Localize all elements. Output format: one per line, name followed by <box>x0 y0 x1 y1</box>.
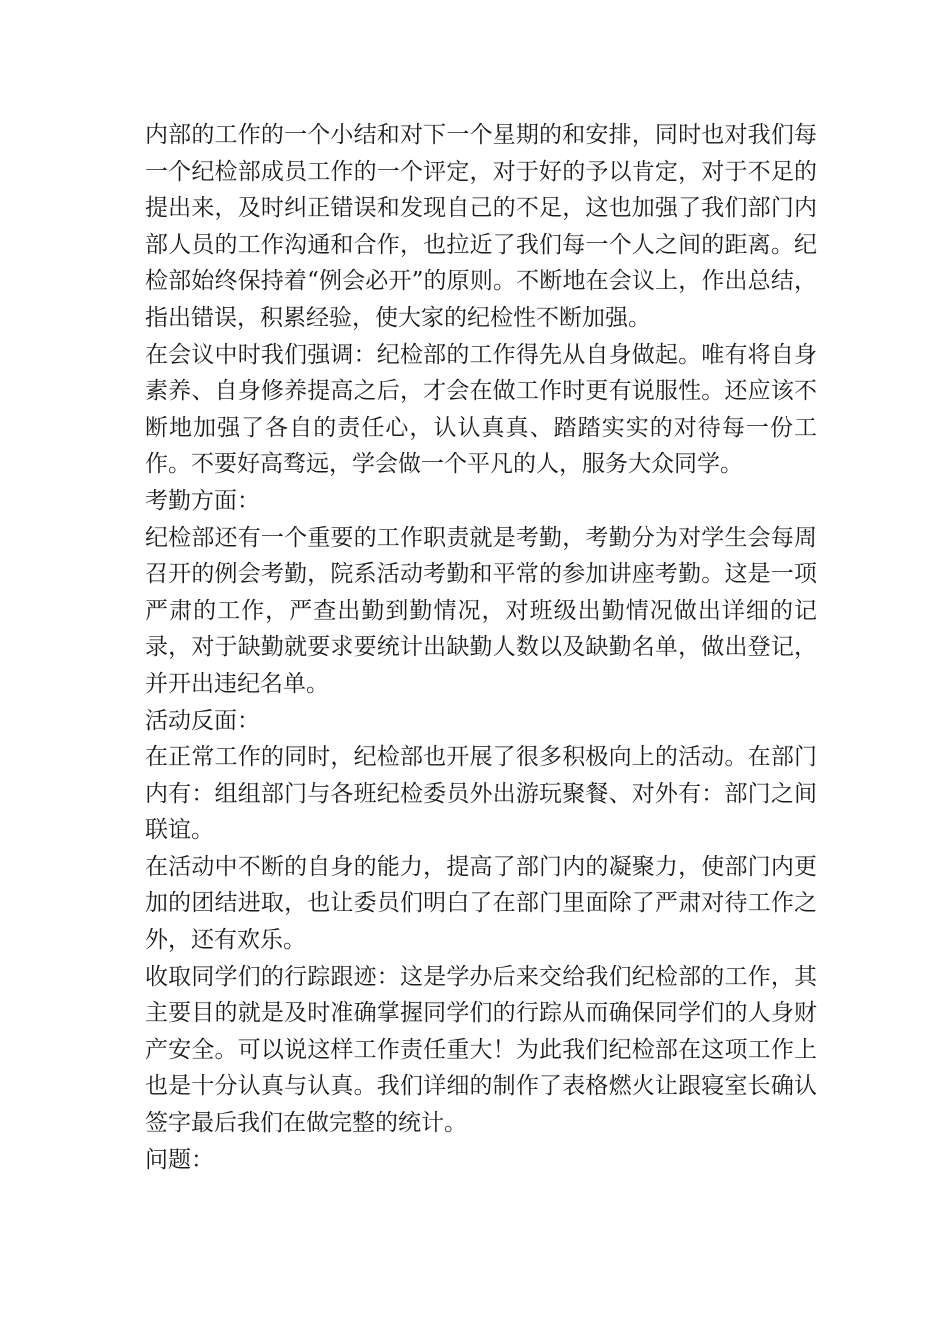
paragraph-attendance: 纪检部还有一个重要的工作职责就是考勤，考勤分为对学生会每周召开的例会考勤，院系活动考勤和平常的参加讲座考勤。这是一项严肃的工作，严查出勤到勤情况，对班级出勤情况做出详细的记录，对于缺勤就要求要统计出缺勤人数以及缺勤名单，做出登记，并开出违纪名单。 <box>145 524 817 697</box>
heading-problems: 问题： <box>145 1146 214 1173</box>
heading-activities: 活动反面： <box>145 707 260 734</box>
paragraph-meeting-emphasis: 在会议中时我们强调：纪检部的工作得先从自身做起。唯有将自身素养、自身修养提高之后，才会在做工作时更有说服性。还应该不断地加强了各自的责任心，认认真真、踏踏实实的对待每一份工作。不要好高骛远，学会做一个平凡的人，服务大众同学。 <box>145 341 817 478</box>
paragraph-meeting-summary: 内部的工作的一个小结和对下一个星期的和安排，同时也对我们每一个纪检部成员工作的一个评定，对于好的予以肯定，对于不足的提出来，及时纠正错误和发现自己的不足，这也加强了我们部门内部人员的工作沟通和合作，也拉近了我们每一个人之间的距离。纪检部始终保持着“例会必开”的原则。不断地在会议上，作出总结，指出错误，积累经验，使大家的纪检性不断加强。 <box>145 122 817 331</box>
document-body <box>145 117 817 1178</box>
heading-attendance: 考勤方面： <box>145 487 260 514</box>
paragraph-activities-result: 在活动中不断的自身的能力，提高了部门内的凝聚力，使部门内更加的团结进取，也让委员们明白了在部门里面除了严肃对待工作之外，还有欢乐。 <box>145 853 817 954</box>
paragraph-whereabouts: 收取同学们的行踪跟迹：这是学办后来交给我们纪检部的工作，其主要目的就是及时准确掌握同学们的行踪从而确保同学们的人身财产安全。可以说这样工作责任重大！为此我们纪检部在这项工作上也是十分认真与认真。我们详细的制作了表格燃火让跟寝室长确认签字最后我们在做完整的统计。 <box>145 963 817 1137</box>
paragraph-activities: 在正常工作的同时，纪检部也开展了很多积极向上的活动。在部门内有：组组部门与各班纪检委员外出游玩聚餐、对外有：部门之间联谊。 <box>145 744 817 844</box>
